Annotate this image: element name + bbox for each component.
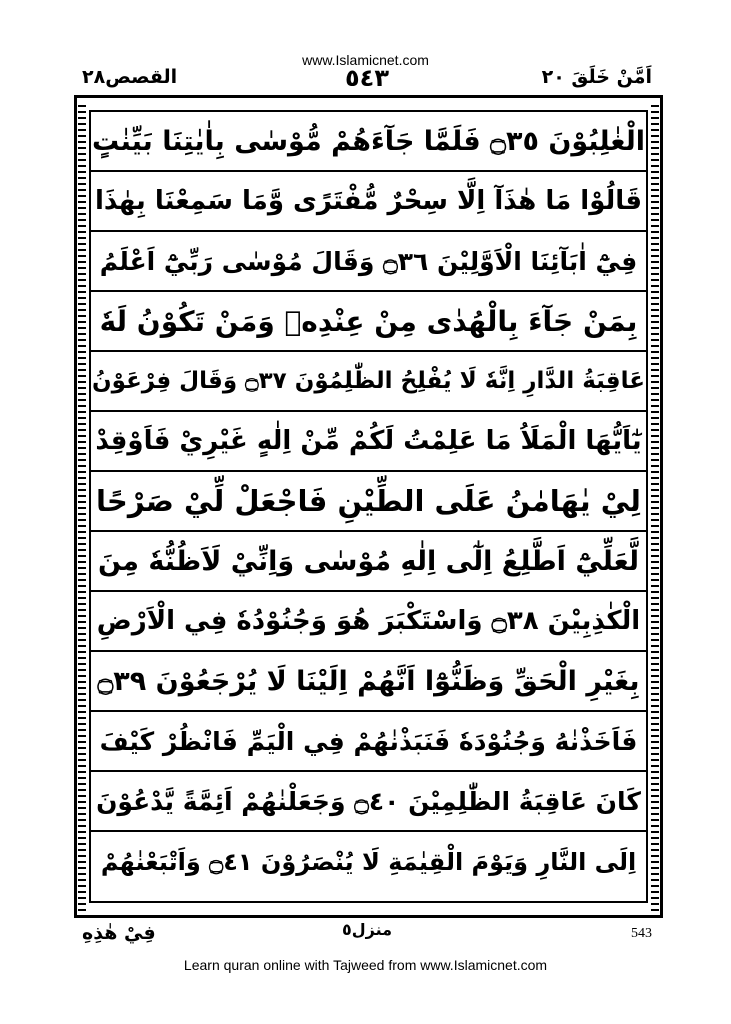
verse-line-9: الْكٰذِبِيْنَ ۝٣٨ وَاسْتَكْبَرَ هُوَ وَجُنُوْدُهٗ فِي الْاَرْضِ bbox=[91, 592, 646, 652]
juz-name: اَمَّنْ خَلَقَ ٢٠ bbox=[541, 66, 652, 88]
page-footer bbox=[82, 920, 652, 950]
verse-line-3: فِيْٓ اٰبَآئِنَا الْاَوَّلِيْنَ ۝٣٦ وَقَالَ مُوْسٰى رَبِّيْٓ اَعْلَمُ bbox=[91, 232, 646, 292]
manzil-label: منزل٥ bbox=[341, 920, 393, 939]
verse-line-11: فَاَخَذْنٰهُ وَجُنُوْدَهٗ فَنَبَذْنٰهُمْ فِي الْيَمِّ فَانْظُرْ كَيْفَ bbox=[91, 712, 646, 772]
verse-line-12: كَانَ عَاقِبَةُ الظّٰلِمِيْنَ ۝٤٠ وَجَعَلْنٰهُمْ اَئِمَّةً يَّدْعُوْنَ bbox=[91, 772, 646, 832]
page-border bbox=[74, 95, 663, 918]
verse-line-6: يٰٓاَيُّهَا الْمَلَاُ مَا عَلِمْتُ لَكُمْ مِّنْ اِلٰهٍ غَيْرِيْ فَاَوْقِدْ bbox=[91, 412, 646, 472]
page-number-latin: 543 bbox=[631, 926, 652, 941]
text-frame bbox=[89, 110, 648, 903]
verse-line-7: لِيْ يٰهَامٰنُ عَلَى الطِّيْنِ فَاجْعَلْ لِّيْ صَرْحًا bbox=[91, 472, 646, 532]
border-ornament-left bbox=[78, 102, 86, 911]
verse-line-5: عَاقِبَةُ الدَّارِ اِنَّهٗ لَا يُفْلِحُ الظّٰلِمُوْنَ ۝٣٧ وَقَالَ فِرْعَوْنُ bbox=[91, 352, 646, 412]
surah-name: القصص٢٨ bbox=[82, 66, 178, 88]
verse-line-10: بِغَيْرِ الْحَقِّ وَظَنُّوْٓا اَنَّهُمْ اِلَيْنَا لَا يُرْجَعُوْنَ ۝٣٩ bbox=[91, 652, 646, 712]
border-ornament-right bbox=[651, 102, 659, 911]
footer-credit: Learn quran online with Tajweed from www.Islamicnet.com bbox=[183, 957, 548, 973]
verse-line-13: اِلَى النَّارِ وَيَوْمَ الْقِيٰمَةِ لَا يُنْصَرُوْنَ ۝٤١ وَاَتْبَعْنٰهُمْ bbox=[100, 848, 637, 876]
verse-lines bbox=[91, 112, 646, 901]
verse-line-2: قَالُوْا مَا هٰذَآ اِلَّا سِحْرٌ مُّفْتَرًى وَّمَا سَمِعْنَا بِهٰذَا bbox=[91, 172, 646, 232]
verse-line-1: الْغٰلِبُوْنَ ۝٣٥ فَلَمَّا جَآءَهُمْ مُّوْسٰى بِاٰيٰتِنَا بَيِّنٰتٍ bbox=[91, 112, 646, 172]
verse-line-4: بِمَنْ جَآءَ بِالْهُدٰى مِنْ عِنْدِهٖ وَمَنْ تَكُوْنُ لَهٗ bbox=[91, 292, 646, 352]
verse-line-8: لَّعَلِّيْٓ اَطَّلِعُ اِلٰٓى اِلٰهِ مُوْسٰى وَاِنِّيْ لَاَظُنُّهٗ مِنَ bbox=[91, 532, 646, 592]
catchword: فِيْ هٰذِهِ bbox=[82, 922, 156, 944]
page-number-arabic: ٥٤٣ bbox=[345, 64, 389, 92]
page-header bbox=[82, 66, 652, 96]
site-url: www.Islamicnet.com bbox=[302, 52, 429, 68]
